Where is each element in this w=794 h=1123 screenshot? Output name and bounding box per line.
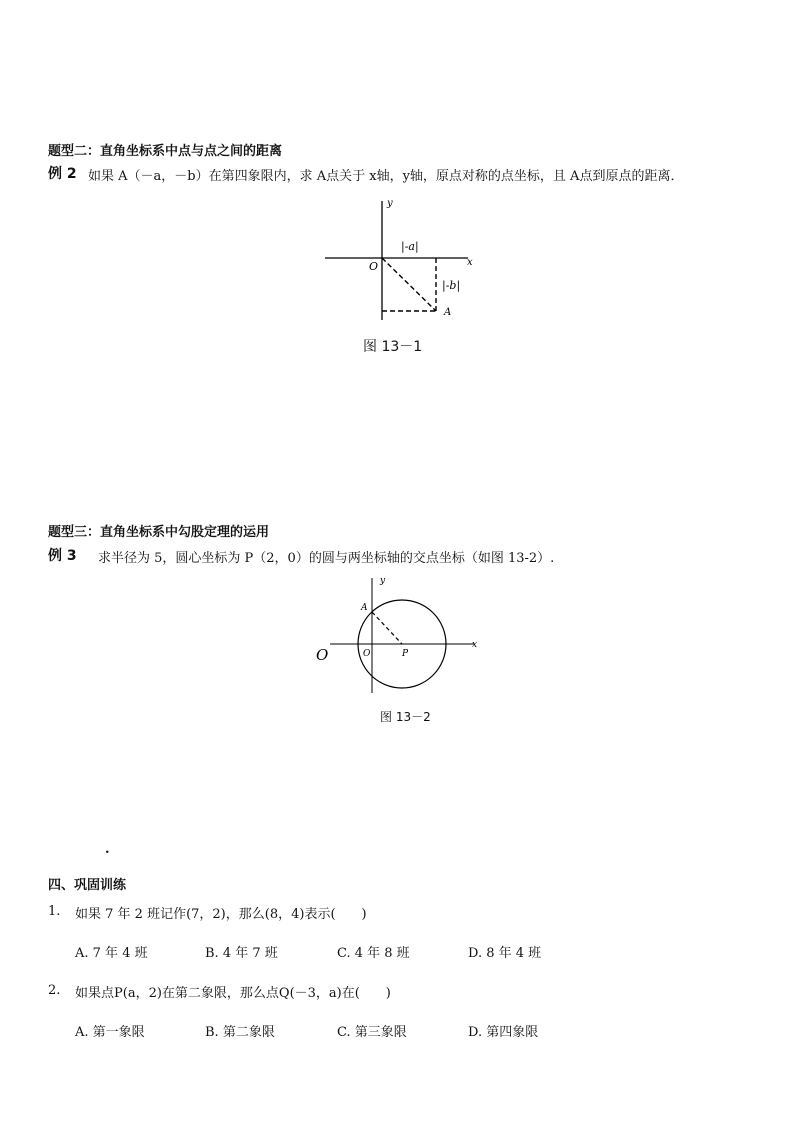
fig1-x-label: x	[467, 257, 473, 268]
fig2-center-label: P	[402, 649, 409, 659]
question-2-text: 如果点P(a，2)在第二象限，那么点Q(－3，a)在( )	[75, 986, 391, 1001]
question-1-option-c: C. 4 年 8 班	[337, 946, 410, 961]
figure-13-2	[312, 572, 484, 696]
question-2-option-d: D. 第四象限	[468, 1025, 539, 1040]
fig2-origin-label: O	[363, 649, 371, 659]
fig2-y-label: y	[380, 576, 386, 586]
question-2-option-a: A. 第一象限	[75, 1025, 145, 1040]
fig1-y-label: y	[387, 198, 393, 209]
figure-13-1-caption: 图 13－1	[363, 339, 423, 355]
section2-heading: 题型二：直角坐标系中点与点之间的距离	[48, 144, 283, 159]
fig1-vertical-label: |-b|	[442, 279, 461, 292]
question-1-number: 1.	[48, 904, 61, 919]
fig2-big-o-label: O	[316, 646, 329, 664]
fig1-origin-label: O	[369, 260, 379, 273]
fig2-x-label: x	[472, 640, 478, 650]
stray-dot: .	[105, 842, 110, 857]
fig1-point-label: A	[444, 307, 452, 318]
question-1-option-b: B. 4 年 7 班	[205, 946, 278, 961]
figure-13-2-caption: 图 13－2	[380, 710, 431, 724]
question-1-option-a: A. 7 年 4 班	[75, 946, 148, 961]
section3-heading: 题型三：直角坐标系中勾股定理的运用	[48, 525, 270, 540]
example3-text: 求半径为 5，圆心坐标为 P（2，0）的圆与两坐标轴的交点坐标（如图 13-2）.	[98, 551, 555, 566]
question-2-option-b: B. 第二象限	[205, 1025, 275, 1040]
example2-label: 例 2	[48, 166, 77, 182]
section4-heading: 四、巩固训练	[48, 878, 127, 893]
example2-text: 如果 A（－a，－b）在第四象限内，求 A点关于 x轴，y轴，原点对称的点坐标，且 A点到原点的距离．	[88, 169, 684, 184]
figure-13-1	[320, 195, 480, 323]
fig1-horizontal-label: |-a|	[401, 240, 419, 253]
example3-label: 例 3	[48, 548, 77, 564]
question-1-option-d: D. 8 年 4 班	[468, 946, 542, 961]
question-2-option-c: C. 第三象限	[337, 1025, 407, 1040]
question-2-number: 2.	[48, 983, 61, 998]
question-1-text: 如果 7 年 2 班记作(7，2)，那么(8，4)表示( )	[75, 907, 367, 922]
fig2-point-label: A	[361, 603, 368, 613]
